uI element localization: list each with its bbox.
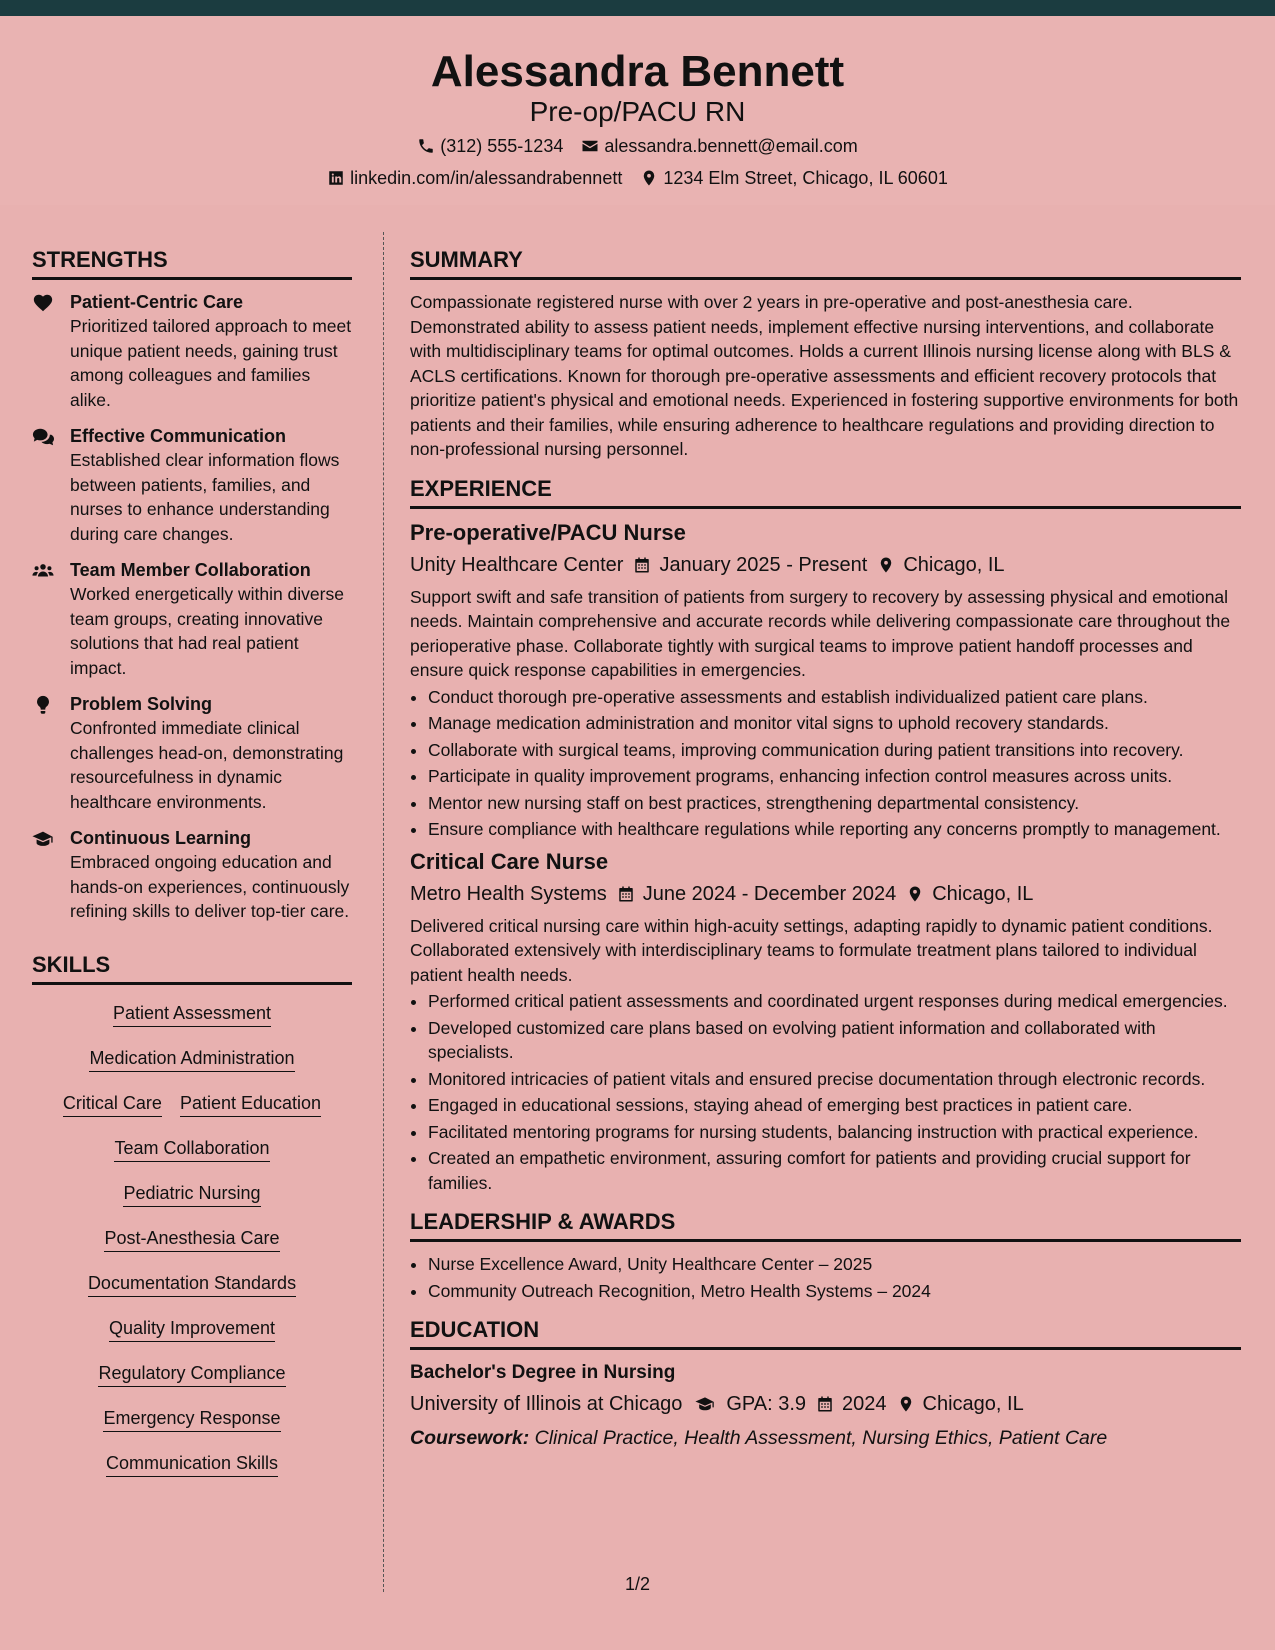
- strength-desc: Established clear information flows between patients, families, and nurses to enhance understanding during care changes.: [70, 450, 340, 544]
- email-text[interactable]: alessandra.bennett@email.com: [604, 136, 858, 156]
- envelope-icon: [581, 137, 599, 155]
- job-title: Pre-operative/PACU Nurse: [410, 519, 686, 545]
- comments-icon: [32, 426, 54, 448]
- leadership-heading: LEADERSHIP & AWARDS: [410, 1207, 1241, 1242]
- school-location: Chicago, IL: [922, 1393, 1024, 1415]
- map-marker-icon: [877, 555, 895, 575]
- graduation-cap-icon: [32, 828, 54, 850]
- education-heading: EDUCATION: [410, 1315, 1241, 1350]
- candidate-name: Alessandra Bennett: [430, 47, 845, 96]
- page-number: 1/2: [624, 1574, 651, 1594]
- skill-tag: Quality Improvement: [109, 1316, 275, 1342]
- skill-tag: Medication Administration: [89, 1046, 294, 1072]
- calendar-icon: [617, 884, 635, 904]
- job-bullet: • Created an empathetic environment, assuring comfort for patients and providing crucial support for families.: [428, 1146, 1241, 1195]
- job-dates: June 2024 - December 2024: [642, 882, 897, 905]
- phone-text: (312) 555-1234: [440, 136, 564, 156]
- address-contact: [640, 166, 948, 190]
- right-column: [410, 245, 1241, 1452]
- job-dates: January 2025 - Present: [659, 553, 868, 576]
- skill-tag: Critical Care: [63, 1091, 162, 1117]
- strength-desc: Embraced ongoing education and hands-on experiences, continuously refining skills to deliver top-tier care.: [70, 852, 350, 921]
- email-contact[interactable]: [581, 134, 857, 158]
- coursework-label: Coursework:: [410, 1427, 530, 1449]
- skill-tag: Regulatory Compliance: [98, 1361, 285, 1387]
- job-meta: [410, 880, 1241, 908]
- strength-title: Patient-Centric Care: [70, 292, 244, 312]
- phone-contact: [417, 134, 563, 158]
- skill-tag: Patient Education: [180, 1091, 321, 1117]
- job-bullet: • Performed critical patient assessments and coordinated urgent responses during medical emergencies.: [428, 989, 1241, 1014]
- strength-title: Effective Communication: [70, 426, 287, 446]
- gpa-text: GPA: 3.9: [726, 1393, 807, 1415]
- job-bullet: • Collaborate with surgical teams, improving communication during patient transitions into recovery.: [428, 738, 1241, 763]
- top-accent-bar: [0, 0, 1275, 16]
- strength-title: Problem Solving: [70, 694, 213, 714]
- users-icon: [32, 560, 54, 582]
- job-entry: [410, 519, 1241, 842]
- strength-item: [32, 424, 352, 546]
- calendar-icon: [633, 555, 651, 575]
- strength-item: [32, 558, 352, 680]
- graduation-cap-icon: [692, 1394, 718, 1414]
- skills-list: [32, 995, 352, 1477]
- skills-heading: SKILLS: [32, 950, 352, 985]
- strengths-heading: STRENGTHS: [32, 245, 352, 280]
- job-description: Support swift and safe transition of patients from surgery to recovery by assessing physical and emotional needs. Maintain comprehensive and accurate records while delivering compassionate care throughout the perioperative phase. Collaborate tightly with surgical teams to improve patient handoff processes and ensure quick response capabilities in emergencies.: [410, 586, 1231, 680]
- job-description: Delivered critical nursing care within high-acuity settings, adapting rapidly to dynamic patient conditions. Collaborated extensively with interdisciplinary teams to formulate treatment plans tailored to individual patient health needs.: [410, 915, 1213, 985]
- resume-header: [0, 16, 1275, 205]
- job-bullet: • Mentor new nursing staff on best practices, strengthening departmental consistency.: [428, 791, 1241, 816]
- job-bullet: • Manage medication administration and monitor vital signs to uphold recovery standards.: [428, 711, 1241, 736]
- coursework: [410, 1424, 1241, 1452]
- map-marker-icon: [640, 169, 658, 187]
- linkedin-icon: [327, 169, 345, 187]
- job-entry: [410, 848, 1241, 1196]
- summary-text: Compassionate registered nurse with over 2 years in pre-operative and post-anesthesia care. Demonstrated ability to assess patient needs, implement effective nursing interventions, and collaborate with multidisciplinary teams for optimal outcomes. Holds a current Illinois nursing license along with BLS & ACLS certifications. Known for thorough pre-operative assessments and efficient recovery protocols that prioritize patient's physical and emotional needs. Experienced in fostering supportive environments for both patients and their families, while ensuring adherence to healthcare regulations and providing direction to non-professional nursing personnel.: [410, 292, 1239, 459]
- job-bullets: [410, 685, 1241, 842]
- map-marker-icon: [897, 1394, 915, 1414]
- strength-title: Team Member Collaboration: [70, 560, 311, 580]
- strength-title: Continuous Learning: [70, 828, 251, 848]
- job-bullet: • Developed customized care plans based on evolving patient information and collaborated with specialists.: [428, 1016, 1241, 1065]
- candidate-role: Pre-op/PACU RN: [529, 96, 746, 127]
- graduation-year: 2024: [842, 1393, 887, 1415]
- job-meta: [410, 551, 1241, 579]
- job-bullet: • Participate in quality improvement programs, enhancing infection control measures across units.: [428, 764, 1241, 789]
- job-bullet: • Engaged in educational sessions, staying ahead of emerging best practices in patient care.: [428, 1093, 1241, 1118]
- award-item: • Nurse Excellence Award, Unity Healthcare Center – 2025: [428, 1252, 1241, 1277]
- linkedin-contact[interactable]: [327, 166, 622, 190]
- job-bullets: [410, 989, 1241, 1195]
- job-bullet: • Ensure compliance with healthcare regulations while reporting any concerns promptly to management.: [428, 817, 1241, 842]
- contact-row-2: [0, 166, 1275, 190]
- strength-item: [32, 290, 352, 412]
- strength-desc: Worked energetically within diverse team groups, creating innovative solutions that had real patient impact.: [70, 584, 344, 678]
- phone-icon: [417, 137, 435, 155]
- job-bullet: • Facilitated mentoring programs for nursing students, balancing instruction with practical experience.: [428, 1120, 1241, 1145]
- school-name: University of Illinois at Chicago: [410, 1393, 683, 1415]
- award-item: • Community Outreach Recognition, Metro Health Systems – 2024: [428, 1279, 1241, 1304]
- map-marker-icon: [906, 884, 924, 904]
- coursework-list: Clinical Practice, Health Assessment, Nursing Ethics, Patient Care: [534, 1427, 1108, 1449]
- skill-tag: Communication Skills: [106, 1451, 278, 1477]
- skill-tag: Emergency Response: [103, 1406, 280, 1432]
- degree-title: Bachelor's Degree in Nursing: [410, 1362, 676, 1383]
- job-bullet: • Monitored intricacies of patient vitals and ensured precise documentation through electronic records.: [428, 1067, 1241, 1092]
- strength-desc: Prioritized tailored approach to meet unique patient needs, gaining trust among colleagues and families alike.: [70, 316, 352, 410]
- linkedin-text[interactable]: linkedin.com/in/alessandrabennett: [350, 168, 623, 188]
- skill-tag: Team Collaboration: [114, 1136, 269, 1162]
- column-divider: [383, 232, 384, 1592]
- address-text: 1234 Elm Street, Chicago, IL 60601: [663, 168, 948, 188]
- calendar-icon: [816, 1394, 834, 1414]
- education-meta: [410, 1390, 1241, 1418]
- job-bullet: • Conduct thorough pre-operative assessments and establish individualized patient care plans.: [428, 685, 1241, 710]
- contact-row-1: [0, 134, 1275, 158]
- job-location: Chicago, IL: [903, 553, 1005, 576]
- strength-desc: Confronted immediate clinical challenges head-on, demonstrating resourcefulness in dynamic healthcare environments.: [70, 718, 344, 812]
- experience-heading: EXPERIENCE: [410, 474, 1241, 509]
- skill-tag: Documentation Standards: [88, 1271, 296, 1297]
- job-title: Critical Care Nurse: [410, 848, 609, 874]
- left-column: [32, 245, 352, 1477]
- lightbulb-icon: [32, 694, 54, 716]
- heart-icon: [32, 292, 54, 314]
- skill-tag: Post-Anesthesia Care: [104, 1226, 279, 1252]
- awards-list: [410, 1252, 1241, 1303]
- summary-heading: SUMMARY: [410, 245, 1241, 280]
- strength-item: [32, 692, 352, 814]
- job-company: Metro Health Systems: [410, 882, 607, 905]
- skill-tag: Patient Assessment: [113, 1001, 271, 1027]
- skill-tag: Pediatric Nursing: [123, 1181, 260, 1207]
- strength-item: [32, 826, 352, 924]
- job-location: Chicago, IL: [932, 882, 1034, 905]
- job-company: Unity Healthcare Center: [410, 553, 624, 576]
